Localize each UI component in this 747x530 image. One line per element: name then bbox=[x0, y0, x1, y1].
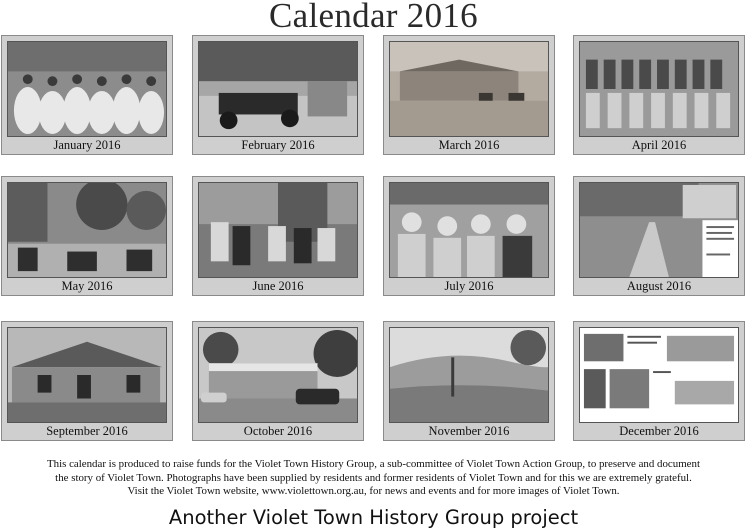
photo-february bbox=[198, 41, 358, 137]
photo-december bbox=[579, 327, 739, 423]
photo-may bbox=[7, 182, 167, 278]
month-label: December 2016 bbox=[619, 424, 699, 438]
photo-march bbox=[389, 41, 549, 137]
month-label: February 2016 bbox=[241, 138, 315, 152]
month-label: April 2016 bbox=[631, 138, 687, 152]
photo-july bbox=[389, 182, 549, 278]
month-card-october bbox=[192, 321, 364, 441]
calendar-title: Calendar 2016 bbox=[269, 0, 478, 35]
month-label: October 2016 bbox=[243, 424, 313, 438]
month-card-march bbox=[383, 35, 555, 155]
month-card-september bbox=[1, 321, 173, 441]
month-label: June 2016 bbox=[252, 279, 304, 293]
month-card-april bbox=[573, 35, 745, 155]
description bbox=[8, 458, 739, 499]
month-label: March 2016 bbox=[438, 138, 500, 152]
footer-tagline: Another Violet Town History Group project bbox=[168, 506, 579, 529]
month-card-december bbox=[573, 321, 745, 441]
month-card-july bbox=[383, 176, 555, 296]
month-label: January 2016 bbox=[53, 138, 121, 152]
photo-september bbox=[7, 327, 167, 423]
description-line: the story of Violet Town. Photographs have been supplied by residents and former residents of Violet Town and for this we are extremely grateful. bbox=[55, 471, 692, 484]
month-card-january bbox=[1, 35, 173, 155]
photo-october bbox=[198, 327, 358, 423]
description-line: Visit the Violet Town website, www.violettown.org.au, for news and events and for more images of Violet Town. bbox=[127, 485, 620, 497]
photo-january bbox=[7, 41, 167, 137]
photo-april bbox=[579, 41, 739, 137]
month-label: July 2016 bbox=[444, 279, 494, 293]
month-card-november bbox=[383, 321, 555, 441]
month-card-june bbox=[192, 176, 364, 296]
photo-june bbox=[198, 182, 358, 278]
month-label: November 2016 bbox=[428, 424, 510, 438]
month-card-august bbox=[573, 176, 745, 296]
month-label: May 2016 bbox=[61, 279, 113, 293]
month-card-february bbox=[192, 35, 364, 155]
photo-november bbox=[389, 327, 549, 423]
photo-august bbox=[579, 182, 739, 278]
description-line: This calendar is produced to raise funds for the Violet Town History Group, a sub-committee of Violet Town Action Group, to preserve and document bbox=[47, 458, 700, 470]
month-label: September 2016 bbox=[46, 424, 128, 438]
month-card-may bbox=[1, 176, 173, 296]
month-label: August 2016 bbox=[626, 279, 692, 293]
